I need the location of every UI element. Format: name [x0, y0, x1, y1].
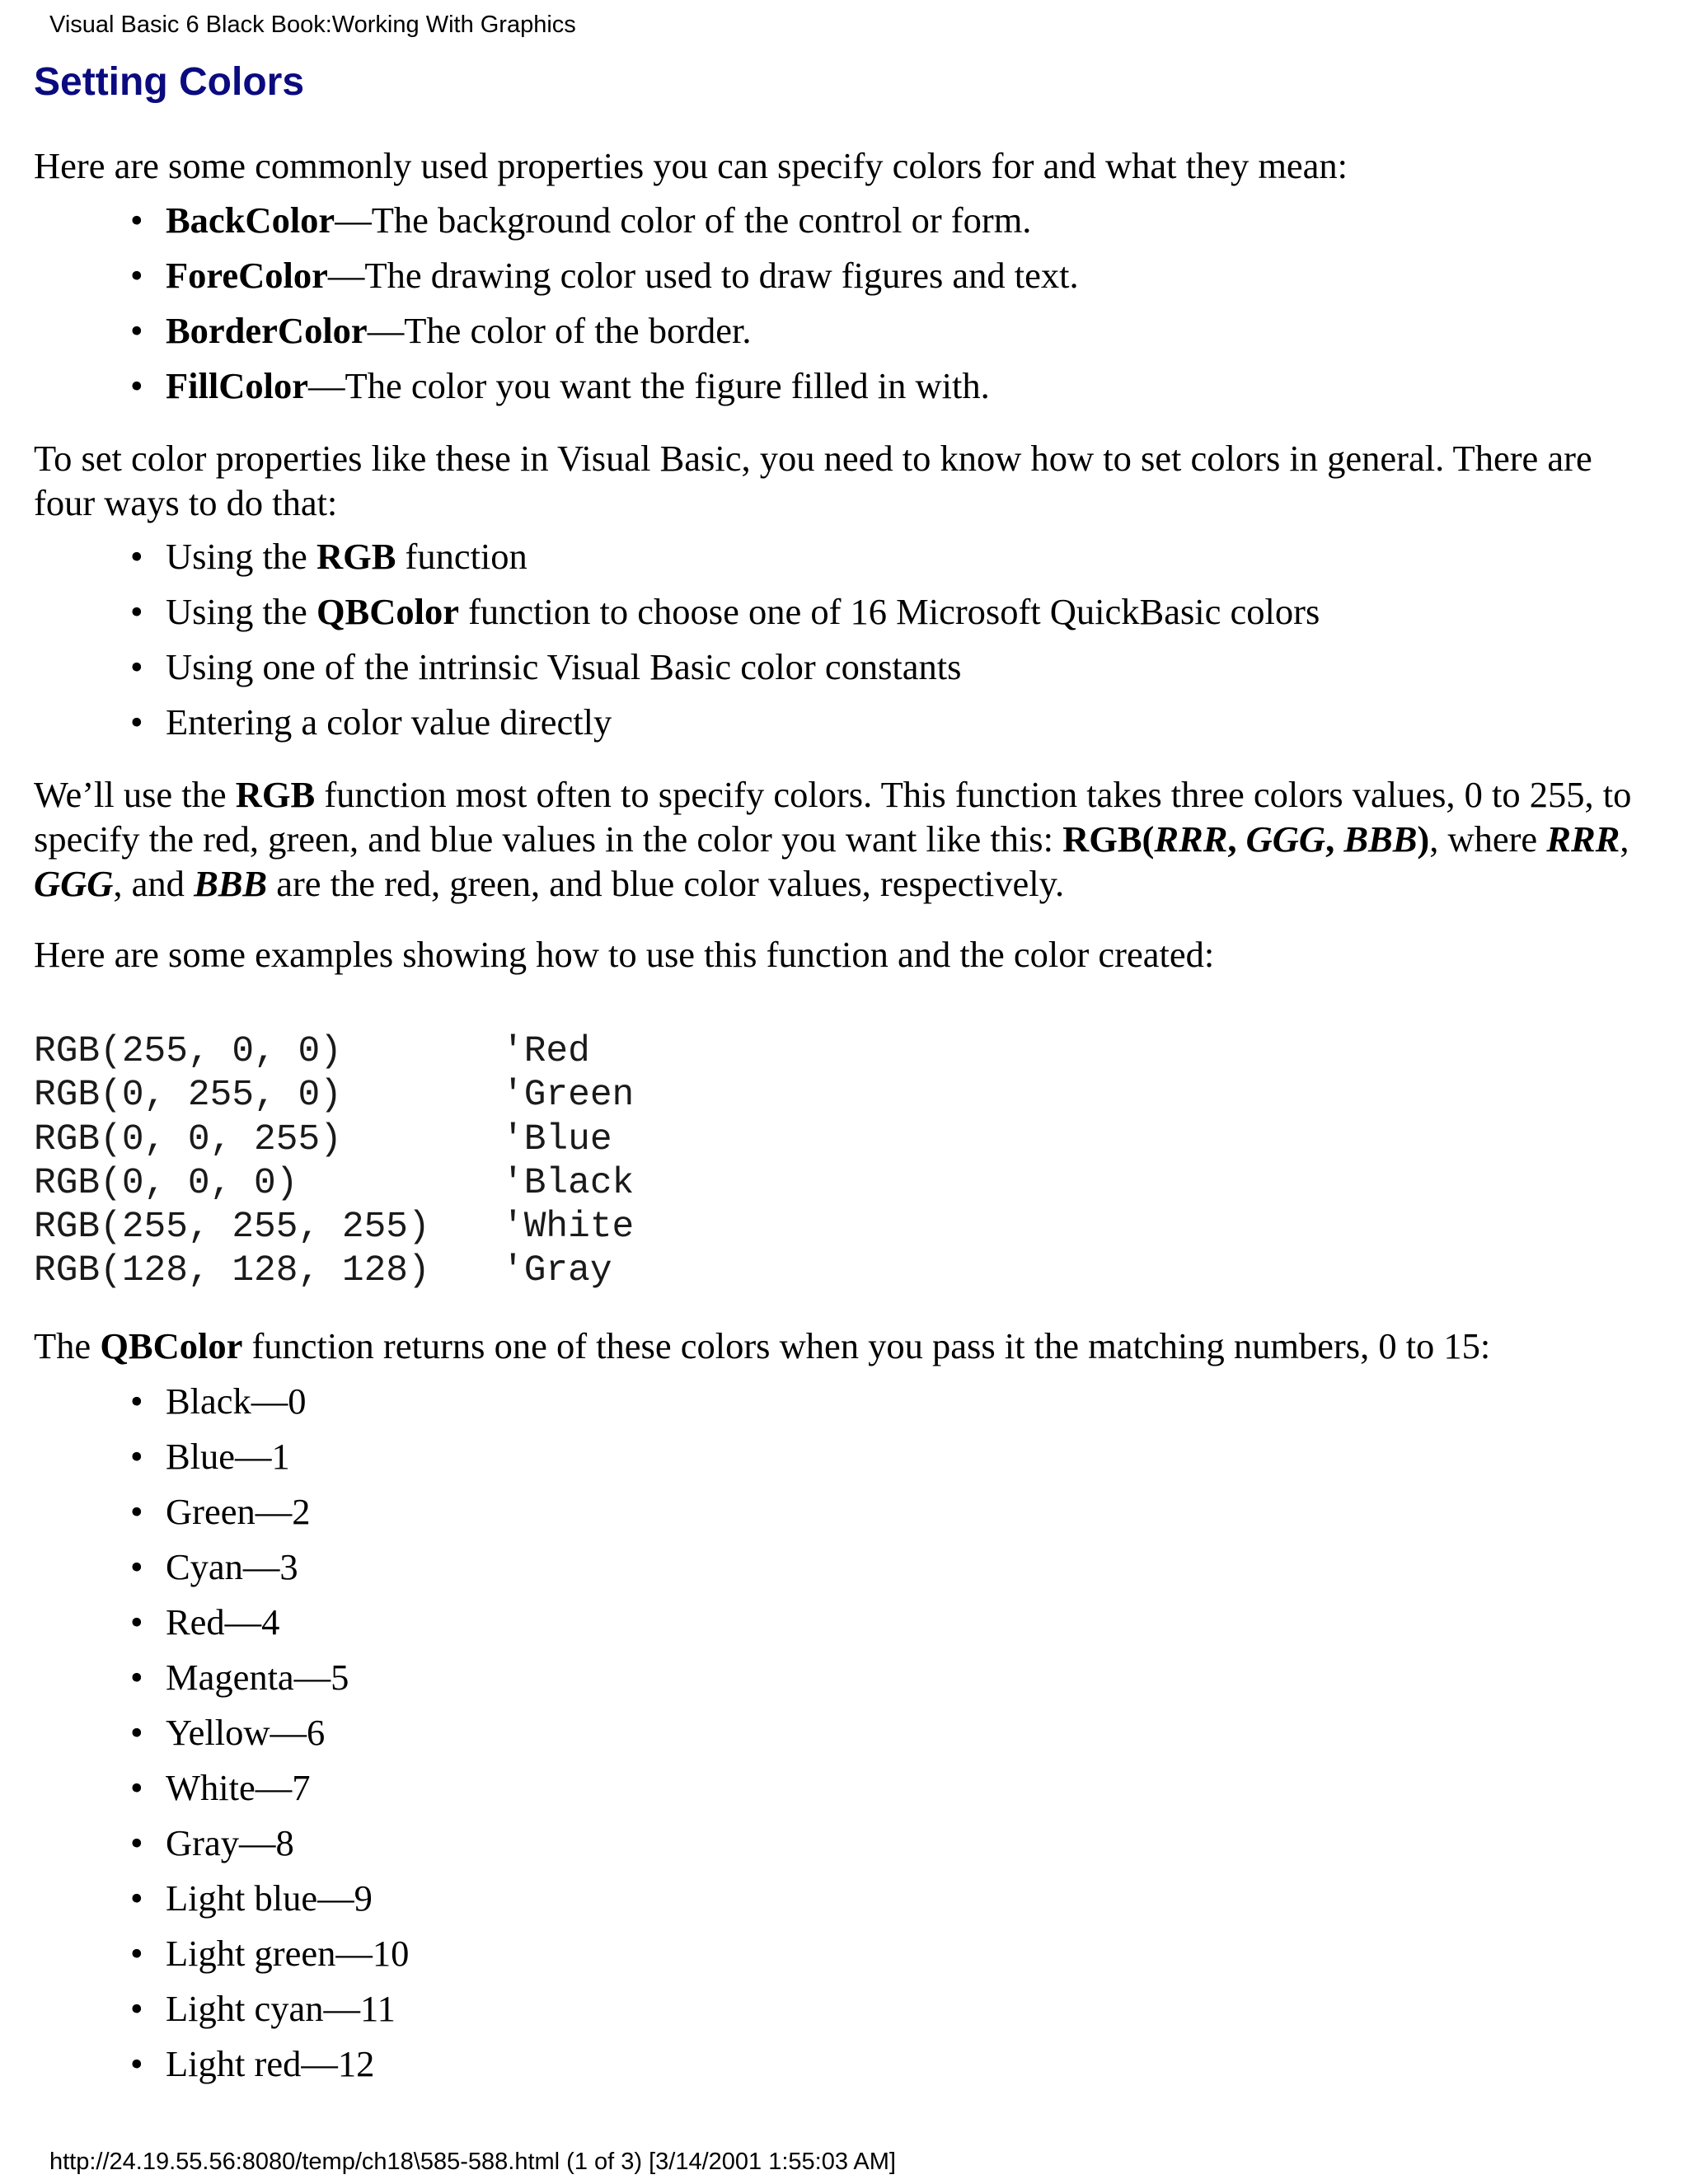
code-comment: 'Gray	[502, 1250, 612, 1292]
list-item: • Light green—10	[34, 1931, 409, 1986]
list-item	[34, 363, 1079, 419]
placeholder-term: GGG	[34, 863, 114, 904]
list-item: • Green—2	[34, 1489, 409, 1544]
list-item	[34, 589, 1320, 644]
placeholder-term: RRR	[1154, 818, 1228, 860]
examples-intro-paragraph: Here are some examples showing how to use this function and the color created:	[34, 934, 1215, 975]
text-run: , and	[113, 863, 195, 904]
text-run: function most often to specify colors. This function takes three colors values, 0 to 255, to specify the red, green, and blue values in the color you want like this:	[34, 774, 1632, 860]
placeholder-term: GGG	[1245, 818, 1326, 860]
property-description: —The drawing color used to draw figures and text.	[327, 255, 1079, 296]
keyword: )	[1417, 818, 1430, 860]
way-text: Using one of the intrinsic Visual Basic color constants	[166, 646, 962, 687]
way-text: Using the	[166, 591, 316, 632]
code-call: RGB(255, 255, 255)	[34, 1207, 430, 1249]
list-item	[34, 644, 1320, 700]
list-item: • Red—4	[34, 1600, 409, 1655]
text-run: The	[34, 1325, 101, 1366]
code-comment: 'Red	[502, 1031, 590, 1072]
property-description: —The color of the border.	[367, 310, 752, 351]
list-item	[34, 534, 1320, 589]
print-footer: http://24.19.55.56:8080/temp/ch18\585-588.html (1 of 3) [3/14/2001 1:55:03 AM]	[49, 2149, 896, 2175]
code-call: RGB(0, 255, 0)	[34, 1075, 342, 1117]
text-run: are the red, green, and blue color values, respectively.	[267, 863, 1065, 904]
text-run: , where	[1429, 818, 1547, 860]
code-line	[34, 1118, 634, 1162]
way-text: Entering a color value directly	[166, 701, 612, 743]
color-properties-list	[34, 198, 1079, 419]
property-description: —The background color of the control or form.	[335, 199, 1032, 241]
ways-intro-paragraph: To set color properties like these in Visual Basic, you need to know how to set colors in general. There are four ways to do that:	[34, 438, 1592, 523]
qbcolor-paragraph	[34, 1324, 1649, 1368]
code-call: RGB(128, 128, 128)	[34, 1250, 430, 1292]
list-item	[34, 253, 1079, 308]
text-run: We’ll use the	[34, 774, 236, 815]
code-line	[34, 1162, 634, 1206]
list-item: • White—7	[34, 1765, 409, 1821]
text-run: ,	[1620, 818, 1629, 860]
code-comment: 'Black	[502, 1162, 635, 1204]
list-item: • Black—0	[34, 1379, 409, 1434]
keyword: QBColor	[100, 1325, 243, 1366]
way-keyword: RGB	[316, 536, 396, 577]
placeholder-term: BBB	[1343, 818, 1418, 860]
keyword: RGB(	[1062, 818, 1155, 860]
list-item: • Cyan—3	[34, 1544, 409, 1600]
list-item	[34, 700, 1320, 755]
placeholder-term: BBB	[194, 863, 268, 904]
qbcolor-list	[34, 1379, 409, 2097]
keyword: ,	[1227, 818, 1246, 860]
keyword: ,	[1325, 818, 1344, 860]
ways-list	[34, 534, 1320, 755]
way-text: function	[396, 536, 528, 577]
intro-paragraph: Here are some commonly used properties you can specify colors for and what they mean:	[34, 145, 1348, 186]
property-name: FillColor	[166, 365, 309, 406]
page-title: Setting Colors	[34, 60, 305, 104]
text-run: function returns one of these colors when you pass it the matching numbers, 0 to 15:	[242, 1325, 1491, 1366]
list-item: • Light blue—9	[34, 1876, 409, 1931]
code-line	[34, 1249, 634, 1293]
list-item: • Blue—1	[34, 1434, 409, 1489]
list-item: • Light red—12	[34, 2041, 409, 2097]
print-header: Visual Basic 6 Black Book:Working With Graphics	[49, 12, 576, 38]
way-text: Using the	[166, 536, 316, 577]
rgb-paragraph	[34, 772, 1649, 906]
way-keyword: QBColor	[316, 591, 459, 632]
code-line	[34, 1030, 634, 1074]
code-call: RGB(0, 0, 255)	[34, 1118, 342, 1160]
code-line	[34, 1206, 634, 1249]
code-line	[34, 1074, 634, 1118]
placeholder-term: RRR	[1546, 818, 1620, 860]
code-call: RGB(0, 0, 0)	[34, 1162, 298, 1204]
list-item: • Magenta—5	[34, 1655, 409, 1710]
keyword: RGB	[235, 774, 316, 815]
way-text: function to choose one of 16 Microsoft QuickBasic colors	[458, 591, 1320, 632]
property-name: BorderColor	[166, 310, 368, 351]
list-item: • Yellow—6	[34, 1710, 409, 1765]
code-call: RGB(255, 0, 0)	[34, 1031, 342, 1072]
code-comment: 'Green	[502, 1075, 635, 1117]
list-item	[34, 198, 1079, 253]
property-description: —The color you want the figure filled in with.	[308, 365, 990, 406]
list-item: • Gray—8	[34, 1821, 409, 1876]
code-comment: 'Blue	[502, 1118, 612, 1160]
property-name: ForeColor	[166, 255, 328, 296]
list-item	[34, 308, 1079, 363]
code-comment: 'White	[502, 1207, 635, 1249]
code-block	[34, 1030, 634, 1294]
property-name: BackColor	[166, 199, 335, 241]
list-item: • Light cyan—11	[34, 1986, 409, 2041]
